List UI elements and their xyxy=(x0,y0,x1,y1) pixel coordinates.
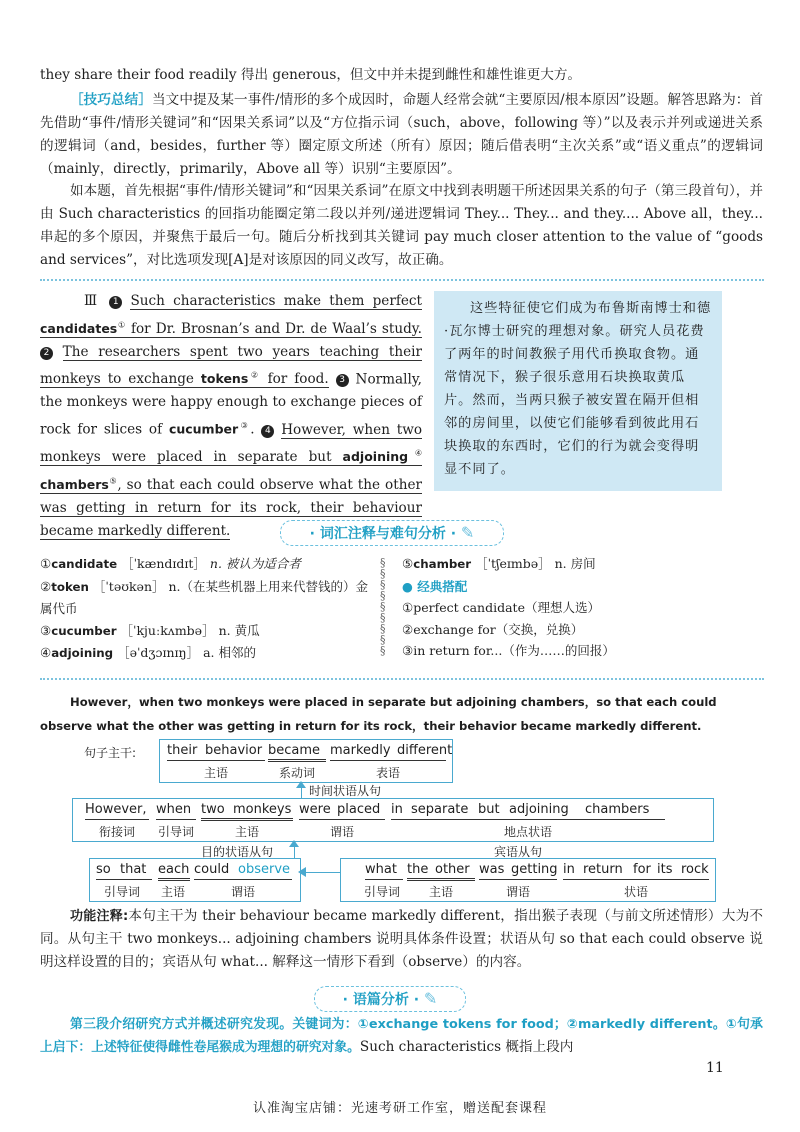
object-w8: for xyxy=(633,862,651,877)
s4-text: However, when two monkeys were placed in separate but xyxy=(40,421,423,466)
vocab-word: token xyxy=(51,579,89,594)
arrow-left-icon xyxy=(298,867,306,877)
vocab-ipa: ［ˈtəʊkən］ xyxy=(92,578,165,594)
vocab-item xyxy=(40,620,380,643)
time-w7: in xyxy=(391,802,403,817)
purpose-clause-label: 目的状语从句 xyxy=(201,845,274,859)
vocab-adjoining: adjoining xyxy=(342,449,409,465)
vocab-word: cucumber xyxy=(51,623,117,638)
main-w2: behavior xyxy=(205,743,263,758)
time-w10: adjoining xyxy=(509,802,569,817)
main-w5: different xyxy=(397,743,453,758)
underline xyxy=(156,819,196,820)
tip-body: 当文中提及某一事件/情形的多个成因时，命题人经常会就“主要原因/根本原因”设题。解答思路为：首先借助“事件/情形关键词”和“因果关系词”以及“方位指示词（such，above，following 等）”以及表示并列或递进关系的逻辑词（and，besides，further 等）圈定原文所述（所有）原因；随后借表明“主次关系”或“语义重点”的逻辑词（mainly，directly，primarily，Above all 等）识别“主要原因”。 xyxy=(40,92,764,177)
underline xyxy=(479,879,557,880)
sentence-marker-2: 2 xyxy=(40,347,53,360)
arrow-up-icon xyxy=(289,840,299,847)
time-t2: 引导词 xyxy=(157,825,194,839)
vocab-def: n. 被认为适合者 xyxy=(209,556,301,571)
purpose-t1: 引导词 xyxy=(103,885,140,899)
vocab-list-right xyxy=(402,553,762,662)
intro-text: they share their food readily 得出 generous，但文中并未提到雌性和雄性谁更大方。 xyxy=(40,67,582,83)
vocab-def: n.（在某些机器上用来代替钱的）金属代币 xyxy=(40,578,369,616)
object-clause-label: 宾语从句 xyxy=(494,845,543,859)
keyword-1: ①exchange tokens for food； xyxy=(357,1017,567,1032)
purpose-clause-box xyxy=(89,858,301,902)
underline xyxy=(158,878,190,881)
sentence-marker-1: 1 xyxy=(109,296,122,309)
vocab-ipa: ［ˈkjuːkʌmbə］ xyxy=(120,622,215,638)
object-t3: 谓语 xyxy=(505,885,530,899)
function-label: 功能注释: xyxy=(70,909,129,924)
underline xyxy=(299,819,385,820)
object-w2: the xyxy=(407,862,429,877)
time-t1: 衔接词 xyxy=(98,825,135,839)
vocab-ipa: ［ˈkændɪdɪt］ xyxy=(121,556,206,571)
purpose-w1: so xyxy=(96,862,111,877)
function-note xyxy=(40,905,763,974)
time-w2: when xyxy=(156,802,192,817)
translation-text: 这些特征使它们成为布鲁斯南博士和德·瓦尔博士研究的理想对象。研究人员花费了两年的时间教猴子用代币换取食物。通常情况下，猴子很乐意用石块换取黄瓜片。然而，当两只猴子被安置在隔开但相邻的房间里，以使它们能够看到彼此用石块换取的东西时，它们的行为就会变得明显不同了。 xyxy=(444,301,712,477)
s4b-text: , so that each could observe what the other was getting in return for its rock, their behaviour became markedly different. xyxy=(40,476,423,539)
time-w4: monkeys xyxy=(233,802,292,817)
keyword-2: ②markedly different。 xyxy=(566,1017,726,1032)
vocab-word: candidate xyxy=(51,557,118,571)
vocab-num: ⑤ xyxy=(402,556,414,571)
object-w4: was xyxy=(479,862,505,877)
time-w6: placed xyxy=(337,802,381,817)
underline xyxy=(391,819,665,820)
time-w5: were xyxy=(299,802,331,817)
underline xyxy=(268,759,326,762)
discourse-paragraph xyxy=(40,1013,763,1059)
main-w3: became xyxy=(268,743,321,758)
underline xyxy=(194,879,292,880)
discourse-intro: 第三段介绍研究方式并概述研究发现。关键词为： xyxy=(70,1017,358,1032)
vocab-candidates: candidates xyxy=(40,320,118,336)
vocab-num: ② xyxy=(40,578,52,594)
vocab-cucumber: cucumber xyxy=(168,421,239,437)
vocab-list-left xyxy=(40,553,380,665)
tip-paragraph xyxy=(40,89,763,181)
time-w3: two xyxy=(201,802,225,817)
sup-3: ③ xyxy=(238,421,251,431)
purpose-t3: 谓语 xyxy=(230,885,255,899)
main-w1: their xyxy=(167,743,198,758)
s2b-text: for food. xyxy=(267,371,329,388)
sentence-marker-4: 4 xyxy=(261,425,274,438)
object-w1: what xyxy=(365,862,397,877)
collocation-title: ● 经典搭配 xyxy=(402,578,468,594)
underline xyxy=(330,760,446,761)
main-clause-label: 句子主干: xyxy=(84,746,137,760)
object-w6: in xyxy=(563,862,575,877)
translation-box xyxy=(434,291,722,491)
vocab-num: ④ xyxy=(40,645,52,660)
vocab-item xyxy=(40,642,380,665)
time-t3: 主语 xyxy=(234,825,259,839)
main-t1: 主语 xyxy=(203,766,228,780)
vocab-def: n. 房间 xyxy=(554,556,596,571)
s1b-text: for Dr. Brosnan’s and Dr. de Waal’s study. xyxy=(130,320,423,337)
vocab-ipa: ［əˈdʒɔɪnɪŋ］ xyxy=(117,645,200,660)
underline xyxy=(563,879,709,880)
difficult-sentence: However，when two monkeys were placed in separate but adjoining chambers，so that each could observe what the other was getting in return for its rock，their behavior became markedly different. xyxy=(40,695,717,733)
main-t3: 表语 xyxy=(375,766,400,780)
divider xyxy=(40,279,764,281)
underline xyxy=(167,760,265,761)
discourse-banner-text: · 语篇分析 · xyxy=(342,992,420,1008)
time-w1: However, xyxy=(85,802,147,817)
collocation-item: ①perfect candidate（理想人选） xyxy=(402,600,600,615)
vocab-num: ① xyxy=(40,556,52,571)
underline xyxy=(85,819,149,820)
vocab-tokens: tokens xyxy=(200,371,249,387)
sup-4: ④ xyxy=(408,448,422,458)
vocab-item xyxy=(402,553,762,576)
main-clause-box xyxy=(159,739,453,783)
arrow-line xyxy=(300,872,340,873)
main-w4: markedly xyxy=(330,743,391,758)
s3-text: Normally, the monkeys were happy enough to exchange pieces of rock for slices of xyxy=(40,371,423,438)
collocation-item: ③in return for...（作为……的回报） xyxy=(402,643,615,658)
purpose-w4: could xyxy=(194,862,230,877)
arrow-up-icon xyxy=(296,781,306,788)
vocab-item xyxy=(40,576,380,620)
vocab-def: a. 相邻的 xyxy=(203,645,256,660)
time-w11: chambers xyxy=(585,802,650,817)
purpose-w2: that xyxy=(120,862,147,877)
time-clause-box xyxy=(72,798,714,842)
underline xyxy=(201,818,293,821)
footer-note: 认准淘宝店铺：光速考研工作室，赠送配套课程 xyxy=(252,1101,547,1116)
page-number: 11 xyxy=(706,1060,724,1076)
underline xyxy=(407,878,475,881)
function-body: 本句主干为 their behaviour became markedly different，指出猴子表现（与前文所述情形）大为不同。从句主干 two monkeys... adjoining chambers 说明具体条件设置；状语从句 so that each could observe 说明这样设置的目的；宾语从句 what... 解释这一情形下看到（observe）的内容。 xyxy=(40,908,763,970)
object-clause-box xyxy=(340,858,716,902)
s2-text: The researchers spent two years teaching their monkeys to exchange xyxy=(40,343,422,388)
sup-5: ⑤ xyxy=(108,476,118,486)
s3b-text: . xyxy=(250,421,255,438)
object-w10: rock xyxy=(681,862,709,877)
vocab-ipa: ［ˈtʃeɪmbə］ xyxy=(475,556,551,571)
time-w9: but xyxy=(478,802,500,817)
example-body: 如本题，首先根据“事件/情形关键词”和“因果关系词”在原文中找到表明题干所述因果关系的句子（第三段首句），并由 Such characteristics 的回指功能圈定第二段以并列/递进逻辑词 They... They... and they.... Above all，they... 串起的多个原因，并聚焦于最后一句。随后分析找到其关键词 pay much closer attention to the value of “goods and services”，对比选项发现[A]是对该原因的同义改写，故正确。 xyxy=(40,183,763,268)
sup-1: ① xyxy=(117,320,126,329)
object-w9: its xyxy=(657,862,673,877)
vocab-banner-text: · 词汇注释与难句分析 · xyxy=(309,526,457,542)
object-w7: return xyxy=(583,862,623,877)
example-paragraph xyxy=(40,180,763,272)
vocab-banner xyxy=(280,520,504,546)
underline xyxy=(365,879,403,880)
object-t2: 主语 xyxy=(428,885,453,899)
vocab-def: n. 黄瓜 xyxy=(218,622,260,638)
tip-label: ［技巧总结］ xyxy=(70,92,153,108)
purpose-w3: each xyxy=(158,862,190,877)
divider xyxy=(40,678,764,680)
object-t1: 引导词 xyxy=(363,885,400,899)
intro-line xyxy=(40,64,763,87)
time-t5: 地点状语 xyxy=(503,825,552,839)
vocab-word: chamber xyxy=(413,557,472,571)
vocab-chambers: chambers xyxy=(40,476,109,492)
purpose-t2: 主语 xyxy=(160,885,185,899)
underline xyxy=(96,879,152,880)
collocation-item: ②exchange for（交换，兑换） xyxy=(402,621,584,637)
sup-2: ② xyxy=(248,370,261,380)
time-clause-label: 时间状语从句 xyxy=(309,784,382,798)
purpose-w5: observe xyxy=(238,862,291,877)
sentence-marker-3: 3 xyxy=(336,374,349,387)
time-w8: separate xyxy=(411,802,469,817)
s1-text: Such characteristics make them perfect xyxy=(130,293,422,309)
discourse-s1-tail: Such characteristics 概指上段内 xyxy=(359,1039,574,1055)
vocab-item xyxy=(40,553,380,576)
vocab-num: ③ xyxy=(40,622,52,638)
object-w5: getting xyxy=(511,862,558,877)
vocab-word: adjoining xyxy=(51,646,114,660)
section-number: Ⅲ xyxy=(84,293,102,309)
discourse-s1: ①句承上启下：上述特征使得雌性卷尾猴成为理想的研究对象。 xyxy=(40,1017,763,1055)
discourse-banner xyxy=(314,986,466,1012)
time-t4: 谓语 xyxy=(329,825,354,839)
main-t2: 系动词 xyxy=(278,766,315,780)
pen-icon: ✎ xyxy=(423,989,438,1008)
passage-paragraph xyxy=(40,290,422,543)
object-t4: 状语 xyxy=(623,885,648,899)
wavy-divider: § § § § § § § § § xyxy=(380,556,386,657)
object-w3: other xyxy=(435,862,470,877)
pen-icon: ✎ xyxy=(460,523,475,542)
